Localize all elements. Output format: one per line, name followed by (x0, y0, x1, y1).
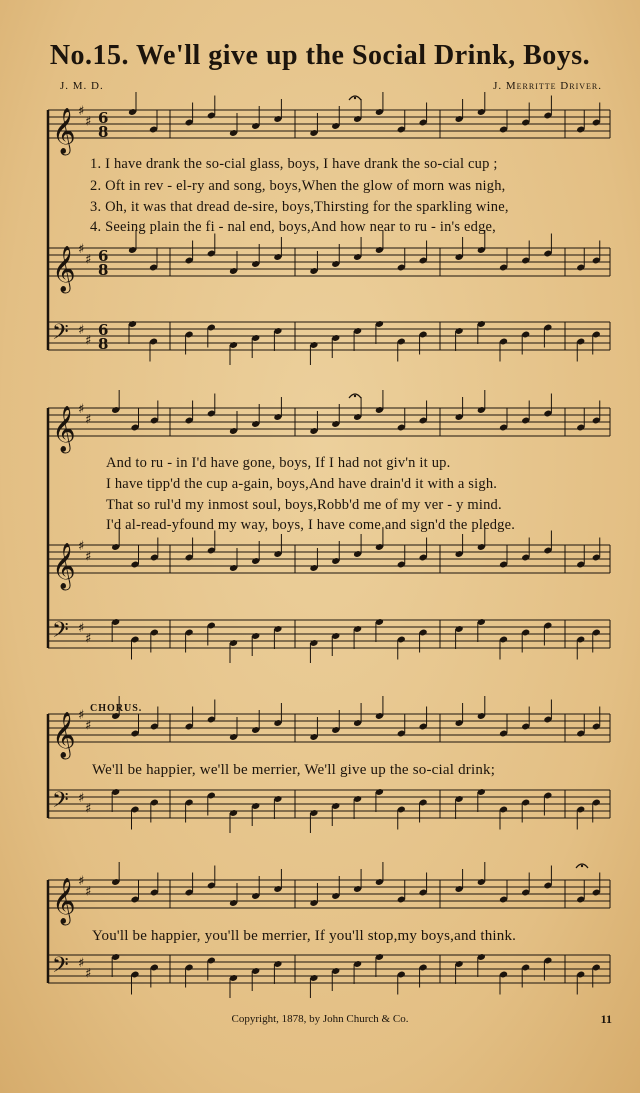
sharp-icon: ♯ (78, 323, 85, 338)
sharp-icon: ♯ (78, 956, 85, 971)
sharp-icon: ♯ (85, 114, 92, 130)
time-signature-bottom: 8 (98, 261, 109, 279)
sharp-icon: ♯ (78, 874, 85, 889)
chorus-label: CHORUS. (90, 703, 143, 714)
fermata-dot (581, 865, 583, 867)
verse-3-line-1: 3. Oh, it was that dread de-sire, boys,Thirsting for the sparkling wine, (90, 199, 509, 215)
sharp-icon: ♯ (78, 621, 85, 636)
copyright-footer: Copyright, 1878, by John Church & Co. (231, 1013, 409, 1025)
lyricist-credit: J. M. D. (60, 80, 104, 92)
sharp-icon: ♯ (85, 631, 92, 647)
treble-clef-icon: 𝄞 (52, 712, 76, 758)
verse-2-line-2: I have tipp'd the cup a-gain, boys,And have drain'd it with a sigh. (106, 476, 498, 492)
sharp-icon: ♯ (85, 549, 92, 565)
time-signature-top: 6 (98, 321, 109, 339)
verse-4-line-1: 4. Seeing plain the fi - nal end, boys,And how near to ru - in's edge, (90, 219, 497, 235)
sharp-icon: ♯ (78, 242, 85, 257)
verse-3-line-2: That so rul'd my inmost soul, boys,Robb'd me of my ver - y mind. (106, 497, 502, 513)
time-signature-top: 6 (98, 109, 109, 127)
sharp-icon: ♯ (78, 402, 85, 417)
time-signature-bottom: 8 (98, 123, 109, 141)
sharp-icon: ♯ (78, 104, 85, 119)
chorus-line-1: We'll be happier, we'll be merrier, We'll give up the so-cial drink; (92, 762, 496, 778)
sharp-icon: ♯ (78, 539, 85, 554)
sharp-icon: ♯ (85, 801, 92, 817)
fermata-dot (354, 395, 356, 397)
sharp-icon: ♯ (85, 884, 92, 900)
bass-clef-icon: 𝄢 (52, 788, 69, 818)
page-number: 11 (600, 1012, 612, 1026)
time-signature-bottom: 8 (98, 335, 109, 353)
chorus-line-2: You'll be happier, you'll be merrier, If you'll stop,my boys,and think. (92, 928, 517, 944)
sharp-icon: ♯ (78, 708, 85, 723)
page-title: No.15. We'll give up the Social Drink, Boys. (49, 40, 591, 71)
treble-clef-icon: 𝄞 (52, 543, 76, 589)
verse-2-line-1: 2. Oft in rev - el-ry and song, boys,When the glow of morn was nigh, (90, 178, 506, 194)
fermata-dot (354, 97, 356, 99)
verse-1-line-1: 1. I have drank the so-cial glass, boys, I have drank the so-cial cup ; (90, 156, 498, 172)
sharp-icon: ♯ (85, 333, 92, 349)
time-signature-top: 6 (98, 247, 109, 265)
sharp-icon: ♯ (85, 966, 92, 982)
treble-clef-icon: 𝄞 (52, 406, 76, 452)
composer-credit: J. Merritte Driver. (493, 80, 602, 92)
treble-clef-icon: 𝄞 (52, 878, 76, 924)
treble-clef-icon: 𝄞 (52, 246, 76, 292)
bass-clef-icon: 𝄢 (52, 953, 69, 983)
sharp-icon: ♯ (85, 718, 92, 734)
verse-4-line-2: I'd al-read-yfound my way, boys, I have come and sign'd the pledge. (106, 517, 516, 533)
sharp-icon: ♯ (85, 252, 92, 268)
bass-clef-icon: 𝄢 (52, 320, 69, 350)
bass-clef-icon: 𝄢 (52, 618, 69, 648)
verse-1-line-2: And to ru - in I'd have gone, boys, If I had not giv'n it up. (106, 455, 451, 471)
sharp-icon: ♯ (78, 791, 85, 806)
sharp-icon: ♯ (85, 412, 92, 428)
treble-clef-icon: 𝄞 (52, 108, 76, 154)
